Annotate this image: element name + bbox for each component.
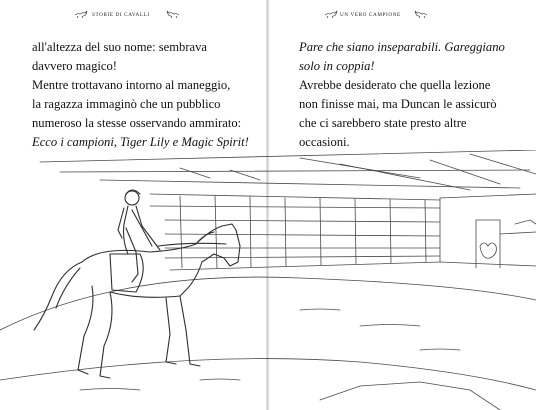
running-head: UN VERO CAMPIONE — [340, 12, 401, 18]
text-line: numeroso la stesse osservando ammirato: — [32, 116, 242, 130]
body-text — [32, 38, 249, 152]
horse-icon — [414, 10, 428, 18]
text-line: Ecco i campioni, Tiger Lily e Magic Spirit! — [32, 135, 249, 149]
horse-icon — [166, 10, 180, 18]
text-line: non finisse mai, ma Duncan le assicurò — [299, 97, 497, 111]
text-line: la ragazza immaginò che un pubblico — [32, 97, 221, 111]
text-line: Pare che siano inseparabili. Gareggiano — [299, 40, 505, 54]
text-line: davvero magico! — [32, 59, 117, 73]
horse-and-rider — [34, 190, 240, 378]
text-line: Mentre trottavano intorno al maneggio, — [32, 78, 231, 92]
text-line: occasioni. — [299, 135, 350, 149]
body-text — [299, 38, 505, 152]
horse-icon — [74, 10, 88, 18]
running-head: STORIE DI CAVALLI — [92, 12, 150, 18]
text-line: all'altezza del suo nome: sembrava — [32, 40, 208, 54]
text-line: Avrebbe desiderato che quella lezione — [299, 78, 491, 92]
arena-illustration — [0, 150, 536, 410]
text-line: che ci sarebbero state presto altre — [299, 116, 467, 130]
text-line: solo in coppia! — [299, 59, 375, 73]
horse-icon — [324, 10, 338, 18]
